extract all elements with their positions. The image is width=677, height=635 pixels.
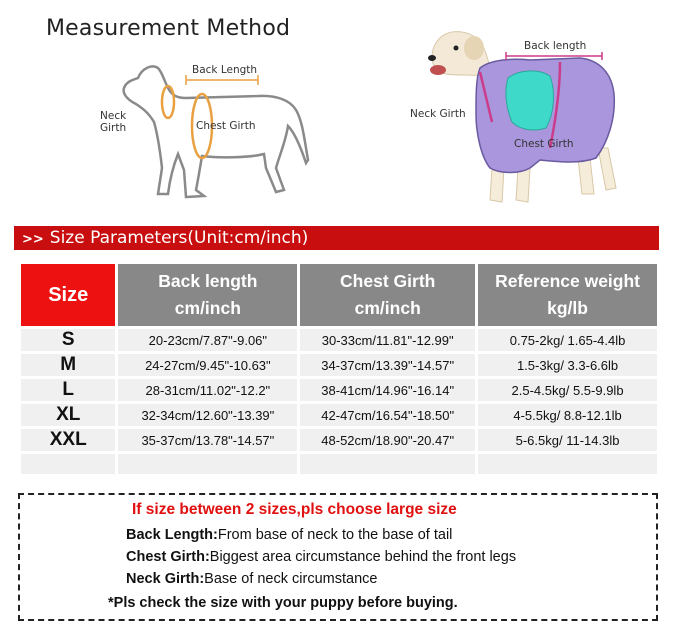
left-girth-label: Girth — [100, 122, 127, 134]
right-chest-girth-label: Chest Girth — [514, 138, 574, 150]
size-notes-box — [18, 493, 658, 621]
size-advice-headline: If size between 2 sizes,pls choose large size — [132, 501, 457, 518]
table-row — [21, 404, 657, 426]
back-length-column-header: Back length cm/inch — [118, 264, 297, 326]
dog-outline-diagram — [100, 50, 318, 200]
right-back-length-label: Back length — [524, 40, 587, 52]
chest-girth-column-header: Chest Girth cm/inch — [300, 264, 475, 326]
empty-cell — [478, 454, 657, 474]
back-length-cell: 32-34cm/12.60"-13.39" — [118, 404, 297, 426]
table-row — [21, 354, 657, 376]
back-length-term: Back Length: — [126, 527, 218, 543]
chest-girth-cell: 48-52cm/18.90"-20.47" — [300, 429, 475, 451]
table-row — [21, 429, 657, 451]
left-chest-girth-label: Chest Girth — [196, 120, 256, 132]
empty-cell — [21, 454, 115, 474]
weight-cell: 5-6.5kg/ 11-14.3lb — [478, 429, 657, 451]
size-cell: M — [21, 354, 115, 376]
size-cell: S — [21, 329, 115, 351]
table-header-row — [21, 264, 657, 326]
back-length-text: From base of neck to the base of tail — [217, 527, 453, 543]
chest-girth-cell: 34-37cm/13.39"-14.57" — [300, 354, 475, 376]
size-check-reminder: *Pls check the size with your puppy before buying. — [108, 595, 458, 611]
banner-arrows: >> — [22, 232, 44, 247]
left-back-length-label: Back Length — [192, 64, 258, 76]
size-parameters-banner — [14, 226, 659, 250]
chest-girth-term: Chest Girth: — [126, 549, 210, 565]
size-cell: L — [21, 379, 115, 401]
weight-column-header: Reference weight kg/lb — [478, 264, 657, 326]
weight-cell: 4-5.5kg/ 8.8-12.1lb — [478, 404, 657, 426]
back-length-cell: 24-27cm/9.45"-10.63" — [118, 354, 297, 376]
back-length-cell: 20-23cm/7.87"-9.06" — [118, 329, 297, 351]
size-column-header: Size — [21, 264, 115, 326]
chest-girth-definition — [126, 549, 516, 565]
size-cell: XL — [21, 404, 115, 426]
back-length-cell: 35-37cm/13.78"-14.57" — [118, 429, 297, 451]
neck-girth-term: Neck Girth: — [126, 571, 205, 587]
weight-cell: 1.5-3kg/ 3.3-6.6lb — [478, 354, 657, 376]
chest-girth-cell: 42-47cm/16.54"-18.50" — [300, 404, 475, 426]
size-table — [18, 261, 660, 477]
table-row — [21, 329, 657, 351]
chest-girth-cell: 38-41cm/14.96"-16.14" — [300, 379, 475, 401]
table-empty-row — [21, 454, 657, 474]
measurement-title: Measurement Method — [46, 16, 291, 41]
empty-cell — [300, 454, 475, 474]
banner-title: Size Parameters(Unit:cm/inch) — [49, 228, 309, 248]
weight-cell: 0.75-2kg/ 1.65-4.4lb — [478, 329, 657, 351]
left-neck-label: Neck — [100, 110, 127, 122]
empty-cell — [118, 454, 297, 474]
back-length-definition — [126, 527, 452, 543]
chest-girth-cell: 30-33cm/11.81"-12.99" — [300, 329, 475, 351]
chest-girth-text: Biggest area circumstance behind the front legs — [209, 549, 517, 565]
weight-cell: 2.5-4.5kg/ 5.5-9.9lb — [478, 379, 657, 401]
table-row — [21, 379, 657, 401]
neck-girth-text: Base of neck circumstance — [204, 571, 378, 587]
size-cell: XXL — [21, 429, 115, 451]
back-length-cell: 28-31cm/11.02"-12.2" — [118, 379, 297, 401]
neck-girth-definition — [126, 571, 377, 587]
right-neck-girth-label: Neck Girth — [410, 108, 466, 120]
dog-coat-diagram — [410, 18, 630, 208]
